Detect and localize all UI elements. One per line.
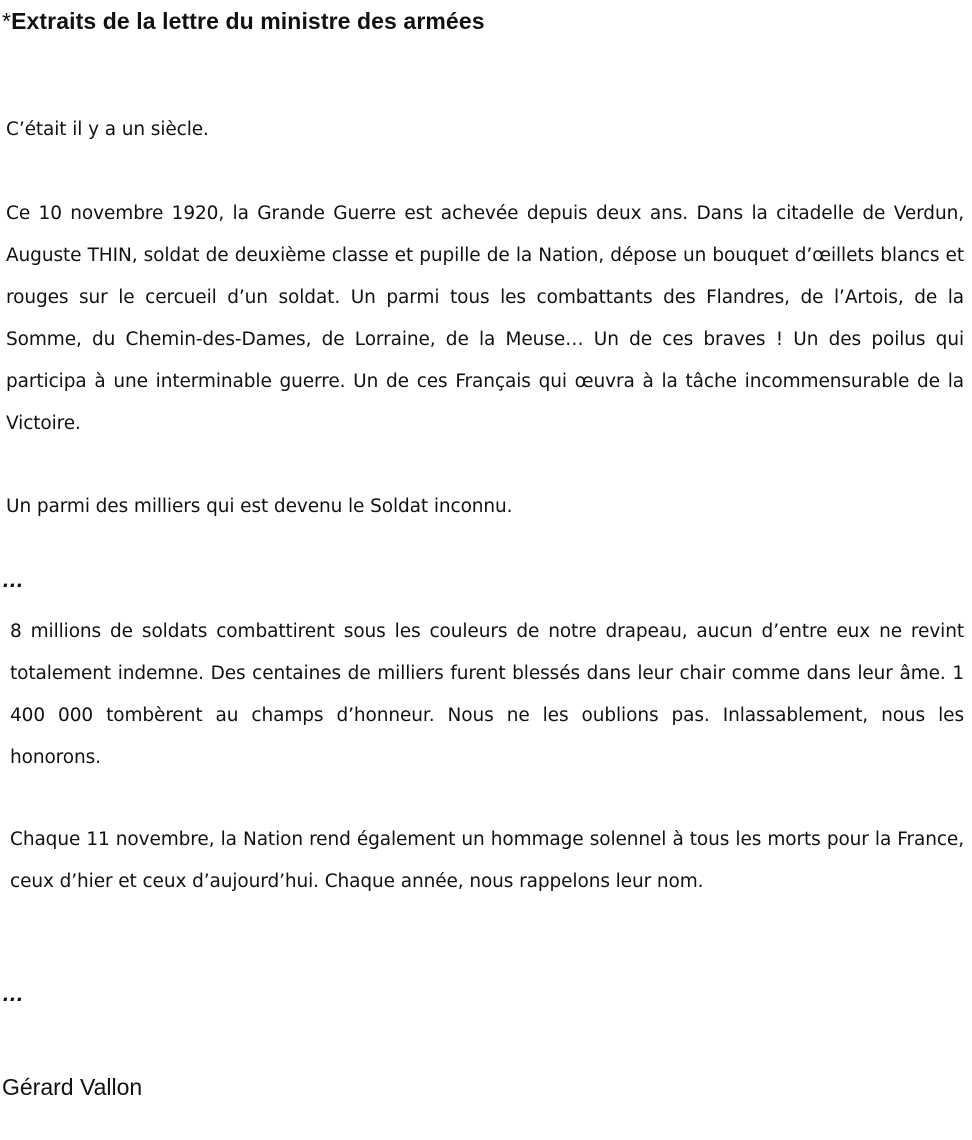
paragraph-soldiers: 8 millions de soldats combattirent sous les couleurs de notre drapeau, aucun d’entre eux ne revint totalement indemne. Des centaines de milliers furent blessés dans leur chair comme dans leur âme. 1 400 000 tombèrent au champs d’honneur. Nous ne les oublions pas. Inlassablement, nous les honorons. [10, 621, 964, 768]
paragraph-intro: C’était il y a un siècle. [6, 119, 209, 140]
heading-text: Extraits de la lettre du ministre des armées [11, 8, 485, 34]
letter-heading [2, 8, 485, 35]
signature: Gérard Vallon [2, 1074, 143, 1100]
paragraph-unknown-soldier: Un parmi des milliers qui est devenu le Soldat inconnu. [6, 496, 513, 517]
paragraph-november-11: Chaque 11 novembre, la Nation rend également un hommage solennel à tous les morts pour la France, ceux d’hier et ceux d’aujourd’hui. Chaque année, nous rappelons leur nom. [10, 829, 964, 892]
ellipsis-second: … [2, 981, 24, 1006]
paragraph-verdun: Ce 10 novembre 1920, la Grande Guerre est achevée depuis deux ans. Dans la citadelle de Verdun, Auguste THIN, soldat de deuxième classe et pupille de la Nation, dépose un bouquet d’œillets blancs et rouges sur le cercueil d’un soldat. Un parmi tous les combattants des Flandres, de l’Artois, de la Somme, du Chemin-des-Dames, de Lorraine, de la Meuse… Un de ces braves ! Un des poilus qui participa à une interminable guerre. Un de ces Français qui œuvra à la tâche incommensurable de la Victoire. [6, 203, 964, 434]
ellipsis-first: … [2, 567, 24, 592]
heading-asterisk: * [2, 8, 12, 34]
